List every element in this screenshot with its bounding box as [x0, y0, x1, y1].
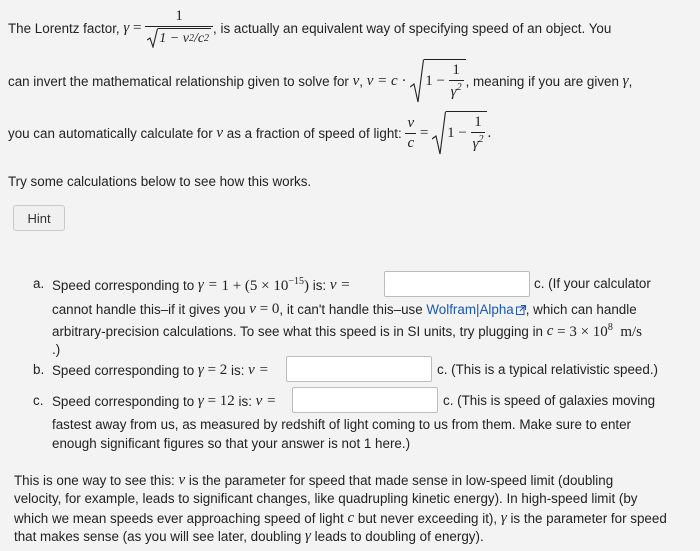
item-a-line-1: Speed corresponding to γ = $1 + (5 \times 10^{-15})$ is: v =	[52, 276, 351, 294]
wolfram-alpha-link[interactable]: Wolfram|Alpha	[426, 302, 514, 317]
sqrt-expression: 1 − $\frac{1}{\gamma^2}$	[410, 59, 465, 103]
intro-text: The Lorentz factor,	[8, 20, 124, 36]
item-a-line-3: arbitrary-precision calculations. To see what this speed is in SI units, try plugging in c = $3 \times 10^8$ m/s	[52, 322, 642, 340]
intro-line-3: you can automatically calculate for v as a fraction of speed of light: $\frac{v}{c}$ = 1 − $\frac{1}{\gamma^2}$ .	[8, 110, 491, 156]
intro-line-1	[8, 6, 611, 50]
intro-line-2: can invert the mathematical relationship given to solve for v , v = c · 1 − $\frac{1}{\gamma^2}$ , meaning if you are given γ ,	[8, 58, 632, 104]
intro-text: as a fraction of speed of light:	[223, 125, 406, 141]
item-c-after-box: c. (This is speed of galaxies moving	[443, 393, 656, 408]
closing-line-4: that makes sense (as you will see later, doubling γ leads to doubling of energy).	[14, 528, 484, 544]
math-equals: =	[129, 19, 146, 36]
item-c-marker: c.	[33, 393, 44, 408]
answer-input-b[interactable]	[286, 356, 432, 382]
intro-text: , is actually an equivalent way of specifying speed of an object. You	[213, 20, 612, 36]
try-text: Try some calculations below to see how this works.	[8, 174, 312, 189]
item-a-line-4: .)	[52, 342, 61, 357]
intro-text: can invert the mathematical relationship given to solve for	[8, 73, 353, 89]
math-v-eq: v = c	[366, 72, 398, 89]
item-b-line-1: Speed corresponding to γ = 2 is: v =	[52, 362, 269, 378]
external-link-icon[interactable]	[516, 305, 526, 315]
intro-text: , meaning if you are given	[465, 73, 623, 89]
closing-line-3: which we mean speeds ever approaching speed of light c but never exceeding it), γ is the parameter for speed	[14, 510, 667, 526]
closing-line-1: This is one way to see this: v is the parameter for speed that made sense in low-speed limit (doubling	[14, 472, 614, 488]
closing-line-2: velocity, for example, leads to significant changes, like quadrupling kinetic energy). In high-speed limit (by	[14, 491, 638, 506]
intro-text: you can automatically calculate for	[8, 125, 217, 141]
math-gamma: γ	[123, 19, 130, 36]
hint-button[interactable]: Hint	[13, 205, 65, 231]
item-b-marker: b.	[33, 362, 45, 377]
sqrt-sign	[147, 28, 158, 48]
item-b-after-box: c. (This is a typical relativistic speed.)	[437, 362, 659, 377]
lorentz-formula: 1 1 − v 2 /c 2	[145, 8, 213, 48]
item-a-after-box: c. (If your calculator	[534, 276, 651, 291]
item-a-line-2: cannot handle this–if it gives you v = 0 , it can't handle this–use Wolfram|Alpha , which can handle	[52, 301, 637, 317]
item-a-marker: a.	[33, 276, 45, 291]
answer-input-a[interactable]	[384, 271, 530, 297]
item-c-line-3: enough significant figures so that your answer is not 1 here.)	[52, 436, 411, 451]
intro-text: ,	[359, 73, 367, 89]
answer-input-c[interactable]	[292, 387, 438, 413]
item-c-line-1: Speed corresponding to γ = 12 is: v =	[52, 393, 277, 409]
math-v: v	[352, 72, 360, 89]
item-c-line-2: fastest away from us, as measured by redshift of light coming to us from them. Make sure to enter	[52, 417, 632, 432]
